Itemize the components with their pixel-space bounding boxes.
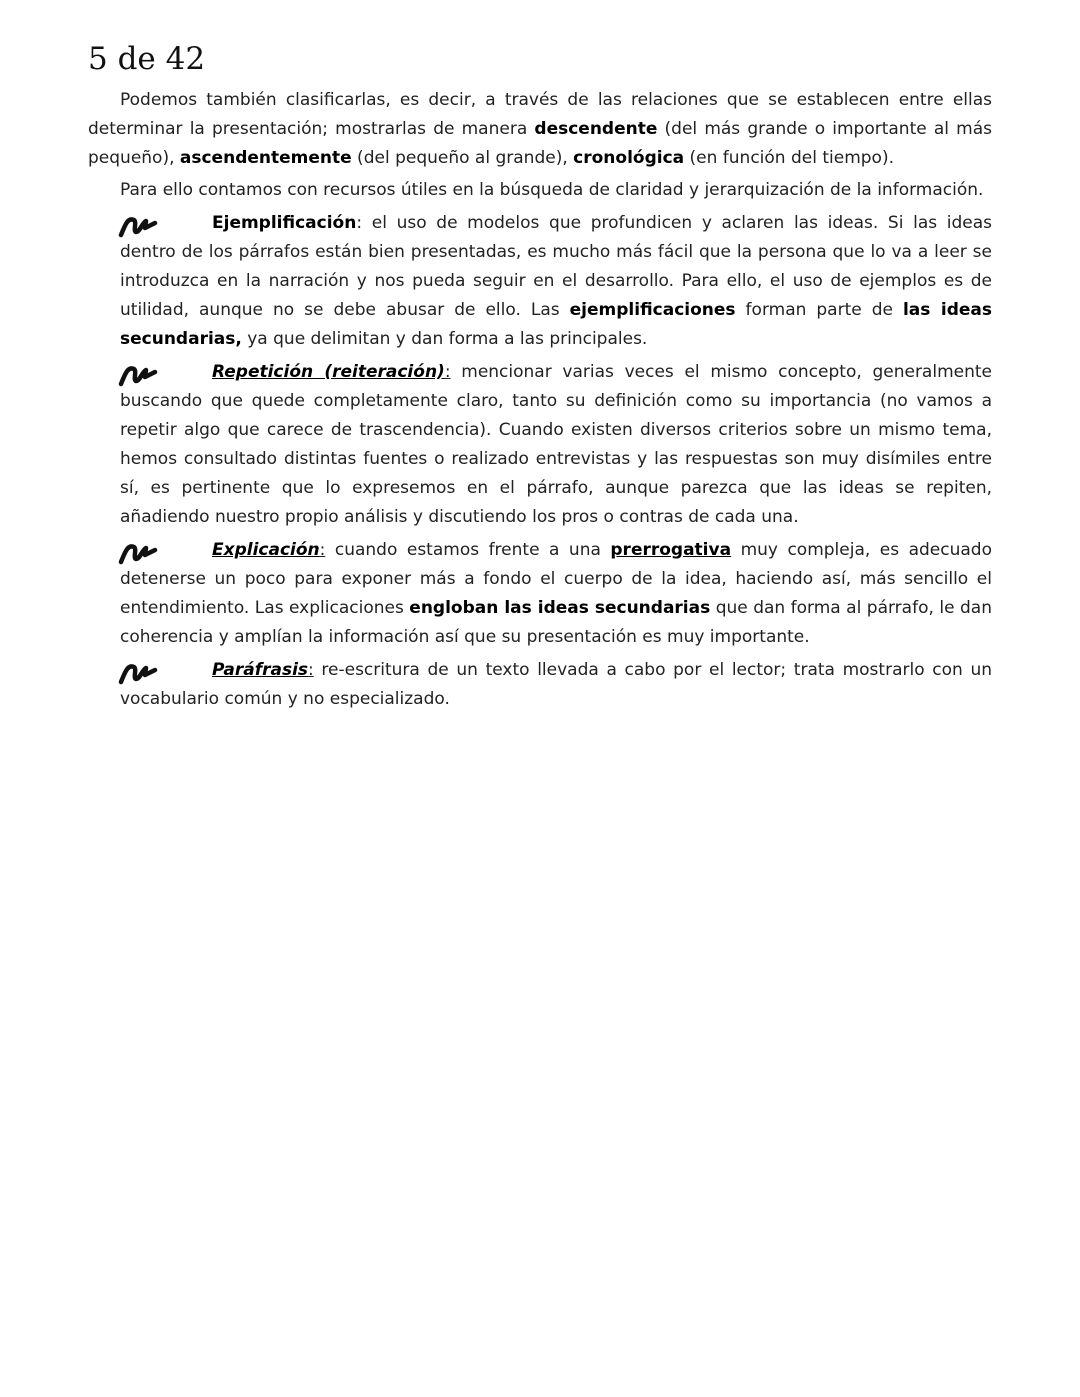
resource-list [88,209,992,714]
paragraph-classification [88,86,992,173]
text-run: (en función del tiempo). [684,148,894,168]
text-run: (del más grande o importante al más pequeño), [88,119,993,168]
bold-term: cronológica [573,148,685,168]
document-page [88,38,992,718]
text-run: forman parte de [735,300,903,320]
bold-term: descendente [534,119,658,139]
term-separator: : [308,660,314,680]
bold-term: ejemplificaciones [569,300,736,320]
bold-term: engloban las ideas secundarias [409,598,711,618]
paragraph-resources: Para ello contamos con recursos útiles en la búsqueda de claridad y jerarquización de la información. [120,180,984,200]
text-run: Podemos también clasificarlas, es decir, a través de las relaciones que se establecen entre ellas determinar la presentación; mostrarlas de manera [88,90,992,139]
item-term: Explicación [212,540,320,560]
underlined-bold-term: prerrogativa [610,540,732,560]
item-term: Repetición (reiteración) [212,362,445,382]
list-item-explicacion [120,536,992,652]
text-run: muy compleja, es adecuado detenerse un poco para exponer más a fondo el cuerpo de la idea, haciendo así, más sencillo el entendimiento. Las explicaciones [120,540,992,618]
text-run: cuando estamos frente a una [325,540,611,560]
text-run: mencionar varias veces el mismo concepto, generalmente buscando que quede completamente claro, tanto su definición como su importancia (no vamos a repetir algo que carece de trascendencia). Cuando existen diversos criterios sobre un mismo tema, hemos consultado distintas fuentes o realizado entrevistas y las respuestas son muy disímiles entre sí, es pertinente que lo expresemos en el párrafo, aunque parezca que las ideas se repiten, añadiendo nuestro propio análisis y discutiendo los pros o contras de cada una. [120,362,992,527]
text-run: ya que delimitan y dan forma a las principales. [241,329,648,349]
page-number: 5 de 42 [88,41,206,77]
hand-drawn-arrow-bullet-icon [118,538,158,566]
list-item-ejemplificacion [120,209,992,354]
term-separator: : [444,362,451,382]
hand-drawn-arrow-bullet-icon [118,211,158,239]
text-run: el uso de modelos que profundicen y aclaren las ideas. Si las ideas dentro de los párrafos están bien presentadas, es mucho más fácil que la persona que lo va a leer se introduzca en la narración y nos pueda seguir en el desarrollo. Para ello, el uso de ejemplos es de utilidad, aunque no se debe abusar de ello. Las [120,213,992,320]
bold-term: ascendentemente [179,148,352,168]
item-term: Paráfrasis [212,660,309,680]
term-separator: : [356,213,363,233]
term-separator: : [319,540,326,560]
list-item-parafrasis [120,656,992,714]
item-term: Ejemplificación [212,213,357,233]
text-run: re-escritura de un texto llevada a cabo por el lector; trata mostrarlo con un vocabulario común y no especializado. [120,660,992,709]
bold-term: las ideas secundarias, [120,300,992,349]
text-run: (del pequeño al grande), [351,148,574,168]
list-item-repeticion [120,358,992,532]
hand-drawn-arrow-bullet-icon [118,360,158,388]
text-run: que dan forma al párrafo, le dan coherencia y amplían la información así que su presentación es muy importante. [120,598,992,647]
hand-drawn-arrow-bullet-icon [118,658,158,686]
